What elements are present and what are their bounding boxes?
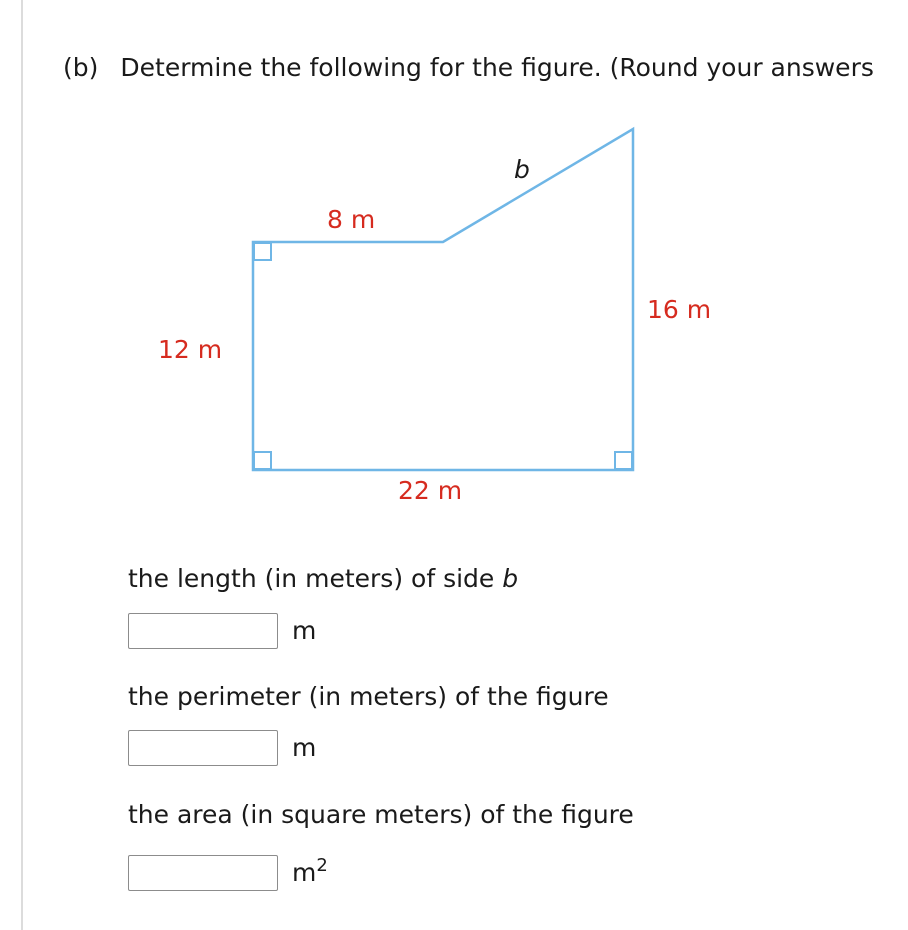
label-right-side: 16 m (647, 295, 712, 324)
prompt-variable: b (502, 564, 519, 593)
perimeter-answer-input[interactable] (128, 730, 278, 766)
unit-label-squared (292, 855, 328, 888)
label-bottom-side: 22 m (398, 476, 463, 505)
prompt-area (128, 798, 634, 832)
side-b-answer-input[interactable] (128, 613, 278, 649)
question-instruction: Determine the following for the figure. (Round your answers (120, 53, 874, 82)
prompt-perimeter (128, 680, 609, 714)
label-left-side: 12 m (158, 335, 223, 364)
answer-row-area (128, 852, 328, 894)
unit-base: m (292, 858, 317, 887)
prompt-text: the area (in square meters) of the figure (128, 800, 634, 829)
answer-row-side-b (128, 610, 316, 652)
right-angle-marker-bottom-right (615, 452, 632, 469)
label-slanted-side: b (514, 155, 530, 184)
answer-row-perimeter (128, 727, 316, 769)
prompt-side-b-length (128, 562, 518, 596)
unit-label: m (292, 616, 317, 645)
right-angle-marker-bottom-left (254, 452, 271, 469)
label-top-side: 8 m (327, 205, 376, 234)
right-angle-marker-top-left (254, 243, 271, 260)
part-label: (b) (63, 53, 99, 82)
unit-exponent: 2 (316, 855, 328, 876)
figure-outline (253, 129, 633, 470)
prompt-text: the perimeter (in meters) of the figure (128, 682, 609, 711)
prompt-text: the length (in meters) of side (128, 564, 503, 593)
unit-label: m (292, 733, 317, 762)
area-answer-input[interactable] (128, 855, 278, 891)
